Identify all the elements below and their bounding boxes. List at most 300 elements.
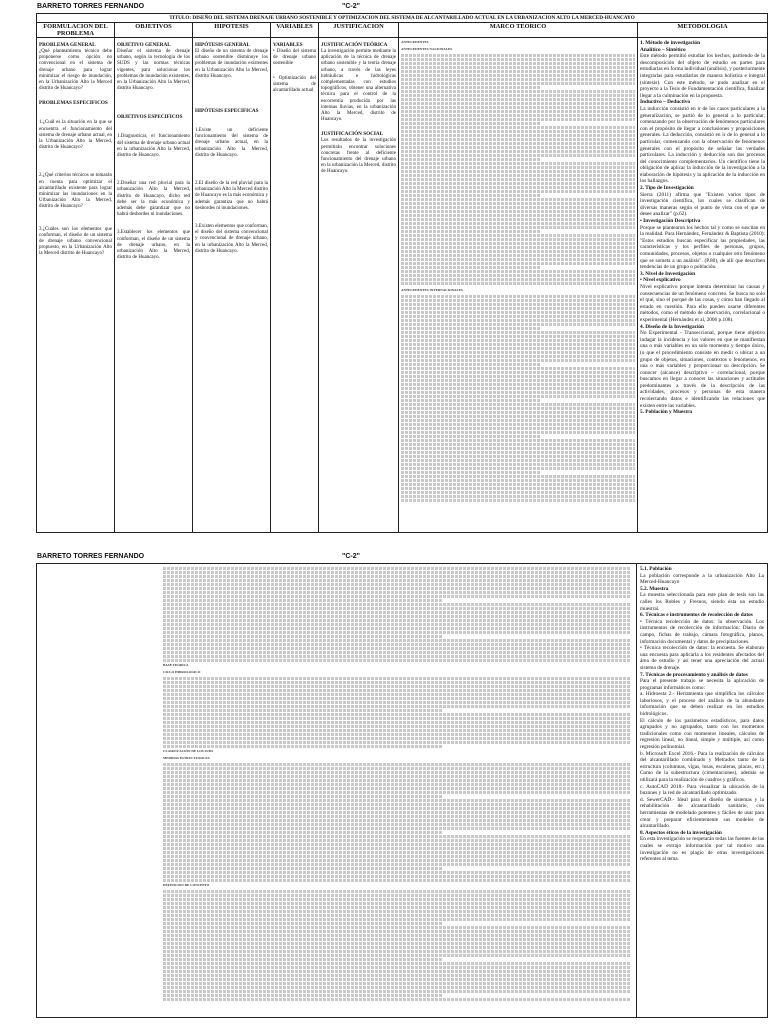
column-metodologia-continued [637, 564, 767, 1017]
metodologia-paragraph: d. SewerCAD.- Ideal para el diseño de sistemas y la rehabilitación de alcantarillado sanitario, con herramientas de modelado potentes y fáciles de usar para crear y preparar eficientemente sus modelos de alcantarillado. [640, 796, 764, 830]
fine-text-line [163, 571, 630, 574]
marco-fine-text-block [401, 295, 635, 502]
document-title: TITULO: DISEÑO DEL SISTEMA DRENAJE URBANO SOSTENIBLE Y OPTIMIZACION DEL SISTEMA DE ALCANTARILLADO ACTUAL EN LA URBANIZACION ALTO LA MERCED-HUANCAYO [37, 14, 767, 23]
fine-text-line [163, 855, 630, 858]
fine-text-line [401, 447, 635, 450]
fine-text-line [401, 182, 635, 185]
fine-text-line [401, 154, 635, 157]
fine-text-line [163, 815, 630, 818]
fine-text-line [401, 274, 635, 277]
fine-text-line [163, 697, 630, 700]
fine-text-line [401, 82, 635, 85]
justificacion-social-title: JUSTIFICACIÓN SOCIAL [321, 131, 384, 138]
fine-text-line [401, 451, 635, 454]
fine-text-line [401, 299, 635, 302]
marco-heading-medidas: MEDIDAS ESTRUCTURALES [163, 756, 210, 760]
marco-heading-internacionales: ANTECEDENTES INTERNACIONALES [401, 288, 463, 292]
fine-text-line [401, 106, 635, 109]
fine-text-line [163, 894, 630, 897]
fine-text-line [401, 475, 635, 478]
fine-text-line [163, 958, 443, 961]
metodologia-heading: Inductivo – Deductivo [640, 99, 691, 106]
fine-text-line [163, 595, 630, 598]
fine-text-line [401, 170, 635, 173]
fine-text-line [401, 114, 635, 117]
column-metodologia [638, 38, 767, 533]
fine-text-line [401, 295, 635, 298]
column-marco-teorico [399, 38, 638, 533]
marco-heading-suds: CLASIFICACIÓN DE LOS SUDS [163, 749, 214, 753]
fine-text-line [401, 258, 635, 261]
metodologia-paragraph: La muestra seleccionada para este plan de tesis son las calles los Robles y Fresnos, siendo ésta un estudio muestral. [640, 592, 764, 612]
marco-heading-nacionales: ANTECEDENTES NACIONALES [401, 47, 453, 51]
hipotesis-especifica-1: 1.Existe un deficiente funcionamiento del sistema de drenaje urbano actual, en la urbanización Alto la Merced, distrito de Huancayo. [195, 128, 268, 158]
fine-text-line [401, 234, 635, 237]
problema-especifico-2: 2.¿Qué criterios técnicos se tomarán en cuenta para optimizar el alcantarillado existente para lograr minimizar las inundaciones en la Urbanización Alto la Merced, distrito de Huancayo? [39, 173, 112, 210]
fine-text-line [401, 98, 635, 101]
fine-text-line [163, 890, 630, 893]
fine-text-line [163, 990, 630, 993]
problema-general-text: ¿Qué planteamiento técnico debe proponerse como opción no convencional en el sistema de drenaje urbano para lograr minimizar el riesgo de inundación, en la Urbanización Alto la Merced distrito de Huancayo? [39, 49, 112, 92]
fine-text-line [401, 423, 635, 426]
fine-text-line [401, 166, 635, 169]
variables-title: VARIABLES [273, 42, 303, 48]
fine-text-line [401, 363, 541, 366]
fine-text-line [401, 62, 635, 65]
fine-text-line [401, 455, 635, 458]
fine-text-line [163, 741, 630, 744]
column-headers [37, 23, 767, 38]
hipotesis-especificas-title: HIPÓTESIS ESPECIFICAS [195, 108, 259, 115]
fine-text-line [401, 238, 635, 241]
column-variables [271, 38, 319, 533]
fine-text-line [401, 214, 635, 217]
justificacion-teorica-title: JUSTIFICACIÓN TEÓRICA [321, 42, 388, 48]
metodologia-paragraph: El cálculo de los parámetros estadísticos, para datos agrupados y no agrupados, tanto con los momentos tradicionales como con momentos lineales, cálculos de regresión lineal, no lineal, simple y múltiple, así como regresión polinomial. [640, 717, 764, 751]
fine-text-line [163, 693, 630, 696]
fine-text-line [163, 745, 443, 748]
fine-text-line [163, 827, 630, 830]
fine-text-line [163, 807, 630, 810]
metodologia-heading: 2. Tipo de Investigación [640, 185, 694, 192]
fine-text-line [401, 387, 635, 390]
fine-text-line [401, 122, 541, 125]
fine-text-line [163, 863, 630, 866]
metodologia-paragraph: Este método permitió estudiar los hechos, partiendo de la descomposición del objeto de estudio en partes para estudiarlas en forma individual (análisis), y posteriormente integrarlas para estudiarlas de manera holística e integral (síntesis). Con este método, se pudo analizar en el proyecto a la Tesis de Fundamentación científica, finalizar llegar a la culminación en la propuesta. [640, 53, 765, 99]
fine-text-line [401, 479, 635, 482]
fine-text-line [401, 74, 635, 77]
fine-text-line [401, 134, 635, 137]
metodologia-paragraph: Para el presente trabajo se necesita la aplicación de programas informáticos como: [640, 678, 764, 691]
marco-fine-text-block [163, 567, 630, 662]
document-code: "C-2" [342, 3, 360, 10]
fine-text-line [401, 86, 541, 89]
fine-text-line [401, 174, 635, 177]
fine-text-line [401, 347, 635, 350]
fine-text-line [401, 407, 635, 410]
fine-text-line [163, 986, 630, 989]
metodologia-heading: 6. Técnicas e instrumentos de recolección de datos [640, 612, 753, 619]
metodologia-heading: 3. Nivel de Investigación [640, 270, 696, 277]
fine-text-line [163, 994, 443, 997]
fine-text-line [401, 351, 635, 354]
fine-text-line [401, 487, 635, 490]
fine-text-line [401, 270, 635, 273]
fine-text-line [163, 655, 630, 658]
fine-text-line [401, 375, 635, 378]
marco-fine-text-block [163, 677, 630, 748]
fine-text-line [401, 439, 635, 442]
fine-text-line [401, 359, 635, 362]
variable-1: • Diseño del sistema de drenaje urbano sostenible [273, 49, 316, 67]
fine-text-line [401, 411, 635, 414]
fine-text-line [163, 583, 630, 586]
fine-text-line [163, 934, 630, 937]
fine-text-line [163, 619, 630, 622]
fine-text-line [401, 491, 635, 494]
fine-text-line [163, 791, 630, 794]
header-justificacion: JUSTIFICACION [319, 23, 399, 37]
fine-text-line [401, 218, 635, 221]
fine-text-line [401, 391, 635, 394]
fine-text-line [163, 639, 630, 642]
fine-text-line [401, 90, 635, 93]
fine-text-line [163, 898, 630, 901]
fine-text-line [163, 906, 630, 909]
fine-text-line [401, 262, 635, 265]
fine-text-line [401, 319, 635, 322]
fine-text-line [163, 643, 630, 646]
fine-text-line [163, 910, 630, 913]
fine-text-line [163, 859, 630, 862]
metodologia-heading: 5. Población y Muestra [640, 409, 693, 416]
fine-text-line [401, 323, 635, 326]
fine-text-line [401, 471, 541, 474]
author-name: BARRETO TORRES FERNANDO [37, 3, 145, 10]
fine-text-line [401, 483, 635, 486]
fine-text-line [163, 835, 630, 838]
column-justificacion [319, 38, 399, 533]
fine-text-line [163, 713, 630, 716]
fine-text-line [401, 499, 635, 502]
fine-text-line [163, 603, 630, 606]
fine-text-line [401, 459, 635, 462]
fine-text-line [163, 978, 630, 981]
fine-text-line [163, 879, 630, 882]
fine-text-line [163, 763, 630, 766]
metodologia-paragraph: Nivel explicativo porque intenta determinar las causas y consecuencias de un fenómeno concreto. Se busca no solo el qué, sino el porqué de las cosas, y cómo han llegado al estado en cuestión. Para ello pueden usarse diferentes métodos, como el método de observación, correlacional o experimental (Hernández et al, 2006 p.108). [640, 283, 765, 323]
fine-text-line [163, 627, 630, 630]
fine-text-line [401, 327, 541, 330]
marco-fine-text-block [401, 54, 635, 285]
fine-text-line [163, 709, 443, 712]
header-hipotesis: HIPOTESIS [193, 23, 271, 37]
fine-text-line [401, 250, 635, 253]
metodologia-heading: Analítico – Sintético [640, 46, 686, 53]
fine-text-line [163, 954, 630, 957]
header-metodologia: METODOLOGIA [677, 23, 728, 30]
fine-text-line [401, 126, 635, 129]
fine-text-line [163, 615, 630, 618]
fine-text-line [401, 102, 635, 105]
fine-text-line [401, 415, 635, 418]
fine-text-line [401, 495, 635, 498]
fine-text-line [401, 371, 635, 374]
marco-heading-base-teorica: BASE TEORICA [163, 663, 189, 667]
fine-text-line [401, 54, 635, 57]
metodologia-paragraph: b. Microsoft Excel 2016.- Para la realización de cálculos del alcantarillado combinado y Metrados tanto de la estructura (columnas, vigas, losas, escaleras, placas, etc.) Como de la subestructura (cimentaciones), además se utilizará para la realización de cuadros y gráficos. [640, 750, 764, 783]
metodologia-paragraph: En esta investigación se respetarán todas las fuentes de las cuales se extrajo información por tal motivo una investigación no es plagio de otras investigaciones referentes al tema. [640, 836, 764, 863]
fine-text-line [163, 799, 630, 802]
fine-text-line [401, 70, 635, 73]
fine-text-line [401, 419, 635, 422]
fine-text-line [401, 194, 541, 197]
marco-heading-definicion: DEFINICION DE CONCEPTO [163, 883, 210, 887]
fine-text-line [163, 922, 443, 925]
justificacion-teorica-text: La investigación permite mediante la aplicación de la técnica de drenaje urbano sostenible y la teoría drenaje urbano, a través de las leyes hidráulicas e hidrológicas complementadas con estudios topográficos, obtener una alternativa técnica para el control de la escorrentía producida por las intensas lluvias, en la urbanización Alto la Merced, distrito de Huancayo. [321, 49, 396, 123]
fine-text-line [163, 851, 630, 854]
justificacion-social-text: Los resultados de la investigación permitirán encontrar soluciones concretas frente al deficiente funcionamiento del drenaje urbano en la urbanización la Merced, distrito de Huancayo. [321, 138, 396, 175]
fine-text-line [163, 831, 443, 834]
problema-especifico-1: 1.¿Cuál es la situación en la que se encuentra el funcionamiento del sistema de drenaje urbano actual, en la Urbanización Alto la Merced, distrito de Huancayo? [39, 120, 112, 151]
fine-text-line [401, 266, 541, 269]
fine-text-line [163, 783, 630, 786]
metodologia-heading: • Investigación Descriptiva [640, 218, 701, 225]
column-hipotesis [193, 38, 271, 533]
fine-text-line [163, 918, 630, 921]
fine-text-line [401, 110, 635, 113]
fine-text-line [163, 721, 630, 724]
fine-text-line [401, 399, 541, 402]
metodologia-paragraph: Porque se plantearon los hechos tal y como se suscitan en la realidad. Para Hernández, Fernández & Baptista (2010): "Estos estudios buscan especificar las propiedades, las características y los perfiles de personas, grupos, comunidades, procesos, objetos o cualquier otro fenómeno que se someta a un análisis". (P.80), de allí que describen tendencias de un grupo o población. [640, 224, 765, 271]
fine-text-line [401, 142, 635, 145]
column-problema [37, 38, 115, 533]
objetivo-general-title: OBJETIVO GENERAL [117, 42, 171, 48]
fine-text-line [163, 926, 630, 929]
fine-text-line [163, 974, 630, 977]
fine-text-line [401, 379, 635, 382]
fine-text-line [401, 335, 635, 338]
fine-text-line [163, 607, 630, 610]
document-code: "C-2" [342, 553, 360, 560]
fine-text-line [401, 130, 635, 133]
metodologia-text [640, 566, 764, 863]
metodologia-paragraph: No Experimental - Transeccional, porque tiene objetivo indagar la incidencia y los valores en que se manifiestan una o más variables en un solo momento y tiempo único, (o que el procedimiento consiste en medir o ubicar a un grupo de objetos, situaciones, contextos o fenómenos, en una o más variables y proporcionar su descripción. Se conocer (alcance) descriptivo – correlacional, porque buscamos en llegar a conocer las situaciones y actitudes predominantes a través de la descripción de las actividades, procesos y personas de esta manera recolectando datos e identificando las relaciones que existen entre las variables. [640, 330, 765, 409]
fine-text-line [163, 635, 443, 638]
fine-text-line [163, 998, 630, 1001]
metodologia-paragraph: La población corresponde a la urbanización Alto La Merced-Huancayo [640, 572, 764, 586]
fine-text-line [401, 226, 635, 229]
fine-text-line [401, 427, 635, 430]
fine-text-line [163, 970, 630, 973]
fine-text-line [401, 190, 635, 193]
fine-text-line [401, 146, 635, 149]
fine-text-line [401, 355, 635, 358]
fine-text-line [401, 118, 635, 121]
header-objetivos: OBJETIVOS [115, 23, 193, 37]
fine-text-line [401, 58, 635, 61]
fine-text-line [163, 599, 443, 602]
fine-text-line [401, 210, 635, 213]
fine-text-line [401, 242, 635, 245]
fine-text-line [401, 158, 541, 161]
header-marco-teorico: MARCO TEORICO [399, 23, 638, 37]
marco-heading-ciclo: CICLO HIDROLOGICO [163, 670, 201, 674]
fine-text-line [163, 867, 443, 870]
metodologia-heading: • Nivel explicativo [640, 277, 681, 284]
hipotesis-general-title: HIPÓTESIS GENERAL [195, 42, 250, 48]
fine-text-line [163, 701, 630, 704]
metodologia-paragraph: • Técnica recolección de datos: la observación. Los instrumentos de recolección de información: Diario de campo, fichas de trabajo, cámara fotográfica, planos, información documental y datos de precipitaciones. [640, 618, 764, 645]
fine-text-line [401, 78, 635, 81]
fine-text-line [163, 779, 630, 782]
fine-text-line [401, 467, 635, 470]
fine-text-line [163, 803, 630, 806]
fine-text-line [401, 311, 635, 314]
fine-text-line [401, 403, 635, 406]
matrix-page-1 [36, 3, 768, 533]
fine-text-line [163, 737, 630, 740]
fine-text-line [401, 162, 635, 165]
fine-text-line [163, 677, 630, 680]
metodologia-paragraph: • Técnica recolección de datos: la encuesta. Se elaboran una encuesta para aplicarla a los residentes afectados del área de estudio y así tener una apreciación del actual sistema de drenaje. [640, 645, 764, 671]
fine-text-line [163, 795, 443, 798]
fine-text-line [163, 567, 630, 570]
fine-text-line [401, 395, 635, 398]
fine-text-line [163, 689, 630, 692]
fine-text-line [163, 839, 630, 842]
fine-text-line [163, 631, 630, 634]
metodologia-paragraph: La inducción consistió en ir de los casos particulares a la generalización, se partió de lo general a lo particular, comenzando por la observación de fenómenos particulares con el propósito de llegar a conclusiones y proposiciones generales. La deducción, consistió en ir de lo general a lo particular, comenzando con la observación de fenómenos generales con el propósito de señalar las verdades particulares. La inducción y deducción son dos procesos del conocimiento complementarios. Un científico tiene la obligación de aplicar la inducción de la investigación a la elaboración de hipótesis y la aplicación de la inducción en los hallazgos. [640, 105, 765, 185]
fine-text-line [401, 303, 635, 306]
author-name: BARRETO TORRES FERNANDO [37, 553, 145, 560]
fine-text-line [163, 787, 630, 790]
fine-text-line [401, 202, 635, 205]
fine-text-line [163, 725, 630, 728]
fine-text-line [401, 138, 635, 141]
fine-text-line [163, 982, 630, 985]
fine-text-line [163, 946, 630, 949]
hipotesis-general-text: El diseño de un sistema de drenaje urbano sostenible disminuye los problemas de inundación existentes en la Urbanización Alto la Merced, distrito Huancayo. [195, 49, 268, 79]
metodologia-heading: 7. Técnicas de procesamiento y análisis de datos [640, 671, 748, 678]
fine-text-line [163, 942, 630, 945]
fine-text-line [163, 843, 630, 846]
metodologia-paragraph: Sierra (2011) afirma que "Existen varios tipos de investigación científica, los cuales se clasifican de diversas maneras según el punto de vista con el que se desee analizar" (p.62). [640, 191, 765, 218]
fine-text-line [401, 331, 635, 334]
fine-text-line [163, 591, 630, 594]
fine-text-line [163, 623, 630, 626]
header-formulacion: FORMULACION DEL PROBLEMA [37, 23, 115, 37]
header-variables: VARIABLES [271, 23, 319, 37]
fine-text-line [401, 383, 635, 386]
fine-text-line [163, 651, 630, 654]
fine-text-line [163, 705, 630, 708]
fine-text-line [401, 94, 635, 97]
matrix-page-2 [36, 553, 768, 1018]
fine-text-line [401, 307, 635, 310]
fine-text-line [163, 950, 630, 953]
objetivo-especifico-2: 2.Diseñar una red pluvial para la urbanización Alto la Merced, distrito de Huancayo, dicho red debe ser la más económica y además debe garantizar que no habrá desbordes ni inundaciones. [117, 181, 190, 218]
fine-text-line [163, 579, 630, 582]
problemas-especificos-title: PROBLEMAS ESPECIFICOS [39, 100, 108, 107]
variable-2: • Optimización del sistema de alcantarillado actual [273, 75, 316, 94]
fine-text-line [401, 178, 635, 181]
hipotesis-especifica-2: 2.El diseño de la red pluvial para la urbanización Alto la Merced distrito de Huancayo es la más económica y además garantiza que no habrá desbordes ni inundaciones. [195, 181, 268, 211]
metodologia-paragraph: a. Hidroesta 2.- Herramienta que simplifica los cálculos laboriosos, y el proceso del análisis de la abundante información que se deben realizar en los estudios hidrológicos. [640, 691, 764, 718]
fine-text-line [401, 282, 635, 285]
fine-text-line [163, 871, 630, 874]
fine-text-line [163, 930, 630, 933]
fine-text-line [163, 717, 630, 720]
fine-text-line [163, 729, 630, 732]
objetivo-especifico-1: 1.Diagnosticar, el funcionamiento del sistema de drenaje urbano actual en la urbanización Alto la Merced, distrito de Huancayo. [117, 134, 190, 159]
fine-text-line [163, 659, 630, 662]
metodologia-heading: 8. Aspectos éticos de la investigación [640, 829, 722, 836]
fine-text-line [401, 435, 541, 438]
metodologia-heading: 1. Método de investigación [640, 40, 701, 46]
fine-text-line [163, 685, 630, 688]
fine-text-line [163, 733, 630, 736]
fine-text-line [163, 811, 630, 814]
fine-text-line [401, 315, 635, 318]
fine-text-line [163, 587, 630, 590]
problema-general-title: PROBLEMA GENERAL [39, 42, 96, 48]
fine-text-line [401, 186, 635, 189]
fine-text-line [163, 575, 630, 578]
fine-text-line [163, 902, 630, 905]
objetivo-general-text: Diseñar el sistema de drenaje urbano, según la tecnología de los SUDS y las normas técnicas vigentes, para solucionar los problemas de inundación existentes, en la Urbanización Alto la Merced, distrito Huancayo. [117, 49, 190, 92]
objetivos-especificos-title: OBJETIVOS ESPECIFICOS [117, 114, 183, 121]
fine-text-line [163, 847, 630, 850]
fine-text-line [401, 254, 635, 257]
fine-text-line [401, 246, 635, 249]
metodologia-heading: 5.2. Muestra [640, 585, 669, 592]
column-marco-teorico-continued [37, 564, 637, 1017]
metodologia-text [640, 40, 765, 416]
fine-text-line [163, 938, 630, 941]
column-objetivos [115, 38, 193, 533]
fine-text-line [401, 463, 635, 466]
fine-text-line [163, 823, 630, 826]
fine-text-line [401, 150, 635, 153]
fine-text-line [401, 222, 635, 225]
fine-text-line [163, 771, 630, 774]
fine-text-line [163, 966, 630, 969]
fine-text-line [163, 819, 630, 822]
metodologia-paragraph: c. AutoCAD 2018.- Para visualizar la ubicación de la buzones y la red de alcantarillado optimizado. [640, 783, 764, 797]
marco-heading-antecedentes: ANTECEDENTES [401, 40, 429, 44]
metodologia-heading: 4. Diseño de la Investigación [640, 323, 705, 330]
fine-text-line [163, 611, 630, 614]
fine-text-line [401, 230, 541, 233]
hipotesis-especifica-3: 3.Existen elementos que conforman, el diseño del sistema convencional y convencional de drenaje urbano, en la urbanización Alto la Merced, distrito de Huancayo. [195, 224, 268, 254]
fine-text-line [401, 278, 635, 281]
fine-text-line [163, 914, 630, 917]
fine-text-line [163, 647, 630, 650]
fine-text-line [401, 431, 635, 434]
objetivo-especifico-3: 3.Establecer los elementos que conforman, el diseño de un sistema de drenaje urbano, en la urbanización Alto la Merced, distrito de Huancayo. [117, 230, 190, 261]
fine-text-line [163, 767, 630, 770]
fine-text-line [163, 875, 630, 878]
problema-especifico-3: 3.¿Cuáles son los elementos que conforman, el diseño de un sistema de drenaje urbano convencional propuesto, en la Urbanización Alto la Merced distrito de Huancayo? [39, 226, 112, 257]
fine-text-line [401, 443, 635, 446]
fine-text-line [401, 339, 635, 342]
fine-text-line [163, 681, 630, 684]
fine-text-line [163, 962, 630, 965]
fine-text-line [163, 775, 630, 778]
fine-text-line [401, 198, 635, 201]
fine-text-line [401, 66, 635, 69]
